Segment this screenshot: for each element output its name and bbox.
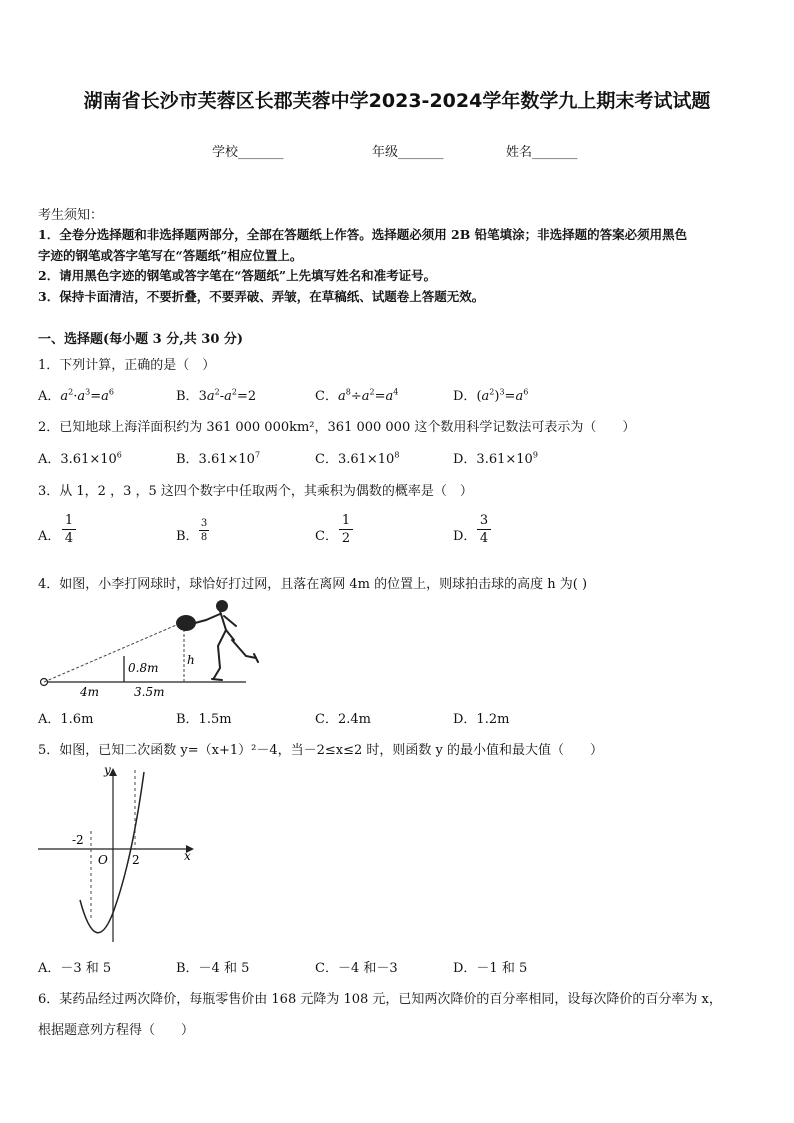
- distance-4m-label: 4m: [80, 685, 100, 699]
- parabola-figure: [34, 760, 200, 944]
- option-text: A．3.61×10: [38, 452, 117, 467]
- question-1-stem: 1．下列计算，正确的是（ ）: [38, 358, 216, 373]
- x-axis-label: x: [184, 849, 191, 863]
- denominator: 4: [64, 531, 74, 546]
- denominator: 4: [479, 531, 489, 546]
- q1-option-c: C．$a^8\div a^2=a^4$: [315, 387, 399, 404]
- q2-option-b: [176, 448, 260, 467]
- exponent: 9: [532, 450, 538, 460]
- q4-option-c: C．2.4m: [315, 712, 371, 727]
- racket-icon: [176, 615, 196, 631]
- notice-item: 3．保持卡面清洁，不要折叠，不要弄破、弄皱，在草稿纸、试题卷上答题无效。: [38, 289, 485, 304]
- h-label: h: [187, 653, 195, 667]
- numerator: 3: [200, 518, 208, 529]
- q4-option-a: A．1.6m: [38, 712, 94, 727]
- option-label: C．: [315, 389, 338, 404]
- q5-option-b: B．－4 和 5: [176, 961, 250, 976]
- q2-option-a: [38, 448, 122, 467]
- question-4-stem: 4．如图，小李打网球时，球恰好打过网，且落在离网 4m 的位置上，则球拍击球的高度 h 为( ): [38, 577, 588, 592]
- q3-option-d-fraction: [477, 513, 491, 546]
- q2-option-c: [315, 448, 399, 467]
- exponent: 6: [116, 450, 122, 460]
- q5-option-d: D．－1 和 5: [453, 961, 528, 976]
- option-text: D．3.61×10: [453, 452, 533, 467]
- q2-option-d: [453, 448, 538, 467]
- page-title: 湖南省长沙市芙蓉区长郡芙蓉中学2023-2024学年数学九上期末考试试题: [83, 90, 711, 112]
- question-3-stem: 3．从 1，2 ，3 ，5 这四个数字中任取两个，其乘积为偶数的概率是（ ）: [38, 484, 473, 499]
- section-heading: 一、选择题(每小题 3 分,共 30 分): [38, 332, 244, 347]
- q1-option-d: D．$(a^2)^3=a^6$: [453, 387, 529, 404]
- tick-label-2: 2: [132, 853, 140, 867]
- question-6-line-1: 6．某药品经过两次降价，每瓶零售价由 168 元降为 108 元，已知两次降价的百分率相同，设每次降价的百分率为 x，: [38, 992, 722, 1007]
- notice-item: 1．全卷分选择题和非选择题两部分，全部在答题纸上作答。选择题必须用 2B 铅笔填涂；非选择题的答案必须用黑色: [38, 227, 688, 242]
- origin-label: O: [98, 853, 108, 867]
- net-height-label: 0.8m: [128, 661, 159, 675]
- ball-path: [44, 623, 181, 682]
- q1-option-a: A．$a^2\cdot a^3=a^6$: [38, 387, 115, 404]
- numerator: 3: [479, 513, 489, 528]
- q3-option-a-label: A．: [38, 529, 61, 544]
- notice-item: 2．请用黑色字迹的钢笔或答字笔在“答题纸”上先填写姓名和准考证号。: [38, 268, 437, 283]
- numerator: 1: [341, 513, 351, 528]
- option-text: C．3.61×10: [315, 452, 395, 467]
- option-label: D．: [453, 389, 477, 404]
- option-label: A．: [38, 389, 61, 404]
- exponent: 7: [254, 450, 261, 460]
- tick-label-minus-2: -2: [72, 833, 84, 847]
- q3-option-b-fraction: [199, 518, 209, 543]
- q3-option-b-label: B．: [176, 529, 199, 544]
- q3-option-c-fraction: [339, 513, 353, 546]
- q3-option-c-label: C．: [315, 529, 338, 544]
- distance-3.5m-label: 3.5m: [134, 685, 165, 699]
- notice-heading: 考生须知：: [38, 208, 104, 223]
- player-icon: [195, 601, 258, 680]
- exponent: 8: [394, 450, 400, 460]
- option-label: B．: [176, 389, 199, 404]
- question-6-line-2: 根据题意列方程得（ ）: [38, 1023, 195, 1038]
- grade-field: 年级_______: [372, 145, 444, 160]
- q3-option-d-label: D．: [453, 529, 477, 544]
- q1-option-b: B．$3a^2-a^2=2$: [176, 387, 257, 404]
- name-field: 姓名_______: [506, 145, 578, 160]
- y-axis-label: y: [104, 763, 111, 777]
- question-5-stem: 5．如图，已知二次函数 y=（x+1）²－4，当－2≤x≤2 时，则函数 y 的最小值和最大值（ ）: [38, 743, 604, 758]
- question-2-stem: 2．已知地球上海洋面积约为 361 000 000km²，361 000 000 这个数用科学记数法可表示为（ ）: [38, 420, 636, 435]
- numerator: 1: [64, 513, 74, 528]
- q3-option-a-fraction: [62, 513, 76, 546]
- option-text: B．3.61×10: [176, 452, 255, 467]
- notice-item: 字迹的钢笔或答字笔写在“答题纸”相应位置上。: [38, 248, 303, 263]
- q5-option-c: C．－4 和－3: [315, 961, 398, 976]
- denominator: 8: [200, 532, 208, 543]
- q4-option-b: B．1.5m: [176, 712, 232, 727]
- tennis-figure: [36, 596, 266, 700]
- denominator: 2: [341, 531, 351, 546]
- q5-option-a: A．－3 和 5: [38, 961, 112, 976]
- school-field: 学校_______: [212, 145, 284, 160]
- q4-option-d: D．1.2m: [453, 712, 510, 727]
